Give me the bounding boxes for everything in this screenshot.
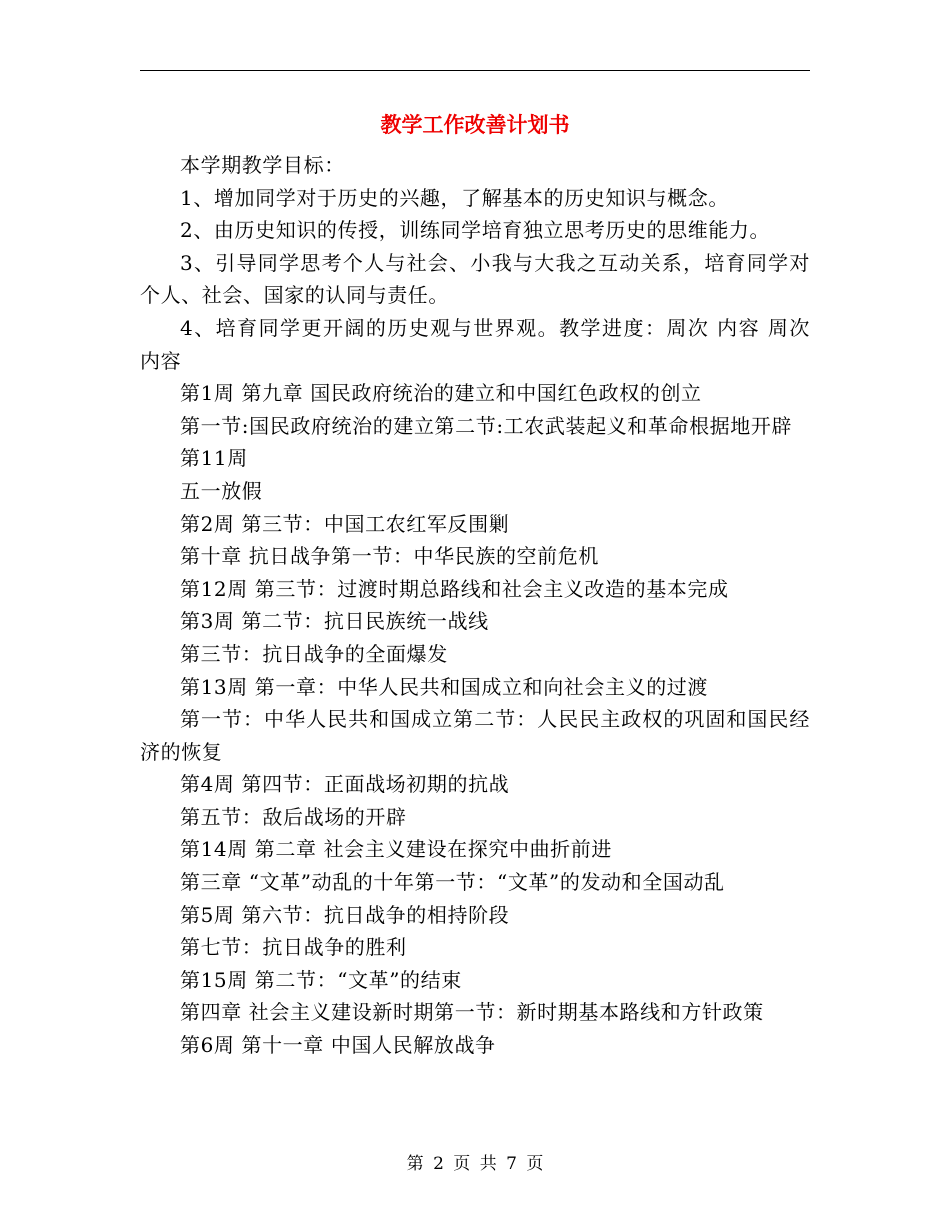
paragraph: 第5周 第六节：抗日战争的相持阶段 bbox=[180, 902, 510, 927]
paragraph: 第6周 第十一章 中国人民解放战争 bbox=[180, 1033, 496, 1058]
paragraph: 第4周 第四节：正面战场初期的抗战 bbox=[180, 772, 510, 797]
paragraph: 第2周 第三节：中国工农红军反围剿 bbox=[180, 511, 510, 536]
paragraph: 第三章 “文革”动乱的十年第一节：“文革”的发动和全国动乱 bbox=[180, 870, 725, 895]
paragraph: 第三节：抗日战争的全面爆发 bbox=[180, 641, 448, 666]
paragraph: 第15周 第二节：“文革”的结束 bbox=[180, 967, 462, 992]
paragraph: 第12周 第三节：过渡时期总路线和社会主义改造的基本完成 bbox=[180, 576, 729, 601]
paragraph: 4、培育同学更开阔的历史观与世界观。教学进度：周次 内容 周次 内容 bbox=[140, 315, 810, 373]
header-rule bbox=[140, 70, 810, 71]
paragraph: 第五节：敌后战场的开辟 bbox=[180, 804, 407, 829]
paragraph: 2、由历史知识的传授，训练同学培育独立思考历史的思维能力。 bbox=[180, 218, 771, 243]
paragraph: 3、引导同学思考个人与社会、小我与大我之互动关系，培育同学对个人、社会、国家的认同与责任。 bbox=[140, 250, 810, 308]
document-title: 教学工作改善计划书 bbox=[380, 113, 570, 137]
page-number: 第 2 页 共 7 页 bbox=[406, 1154, 544, 1174]
paragraph: 第3周 第二节：抗日民族统一战线 bbox=[180, 609, 489, 634]
paragraph: 第一节：中华人民共和国成立第二节：人民民主政权的巩固和国民经济的恢复 bbox=[140, 707, 810, 764]
document-body bbox=[140, 149, 810, 1062]
paragraph: 第11周 bbox=[180, 446, 248, 471]
paragraph: 第一节:国民政府统治的建立第二节:工农武装起义和革命根据地开辟 bbox=[180, 413, 793, 438]
paragraph: 第14周 第二章 社会主义建设在探究中曲折前进 bbox=[180, 837, 612, 862]
paragraph: 第七节：抗日战争的胜利 bbox=[180, 935, 407, 960]
paragraph: 1、增加同学对于历史的兴趣，了解基本的历史知识与概念。 bbox=[180, 185, 729, 210]
paragraph: 五一放假 bbox=[180, 478, 263, 503]
paragraph: 第十章 抗日战争第一节：中华民族的空前危机 bbox=[180, 544, 599, 569]
paragraph: 第四章 社会主义建设新时期第一节：新时期基本路线和方针政策 bbox=[180, 1000, 764, 1025]
paragraph: 本学期教学目标： bbox=[180, 153, 345, 177]
paragraph: 第1周 第九章 国民政府统治的建立和中国红色政权的创立 bbox=[180, 381, 702, 406]
paragraph: 第13周 第一章：中华人民共和国成立和向社会主义的过渡 bbox=[180, 674, 709, 699]
